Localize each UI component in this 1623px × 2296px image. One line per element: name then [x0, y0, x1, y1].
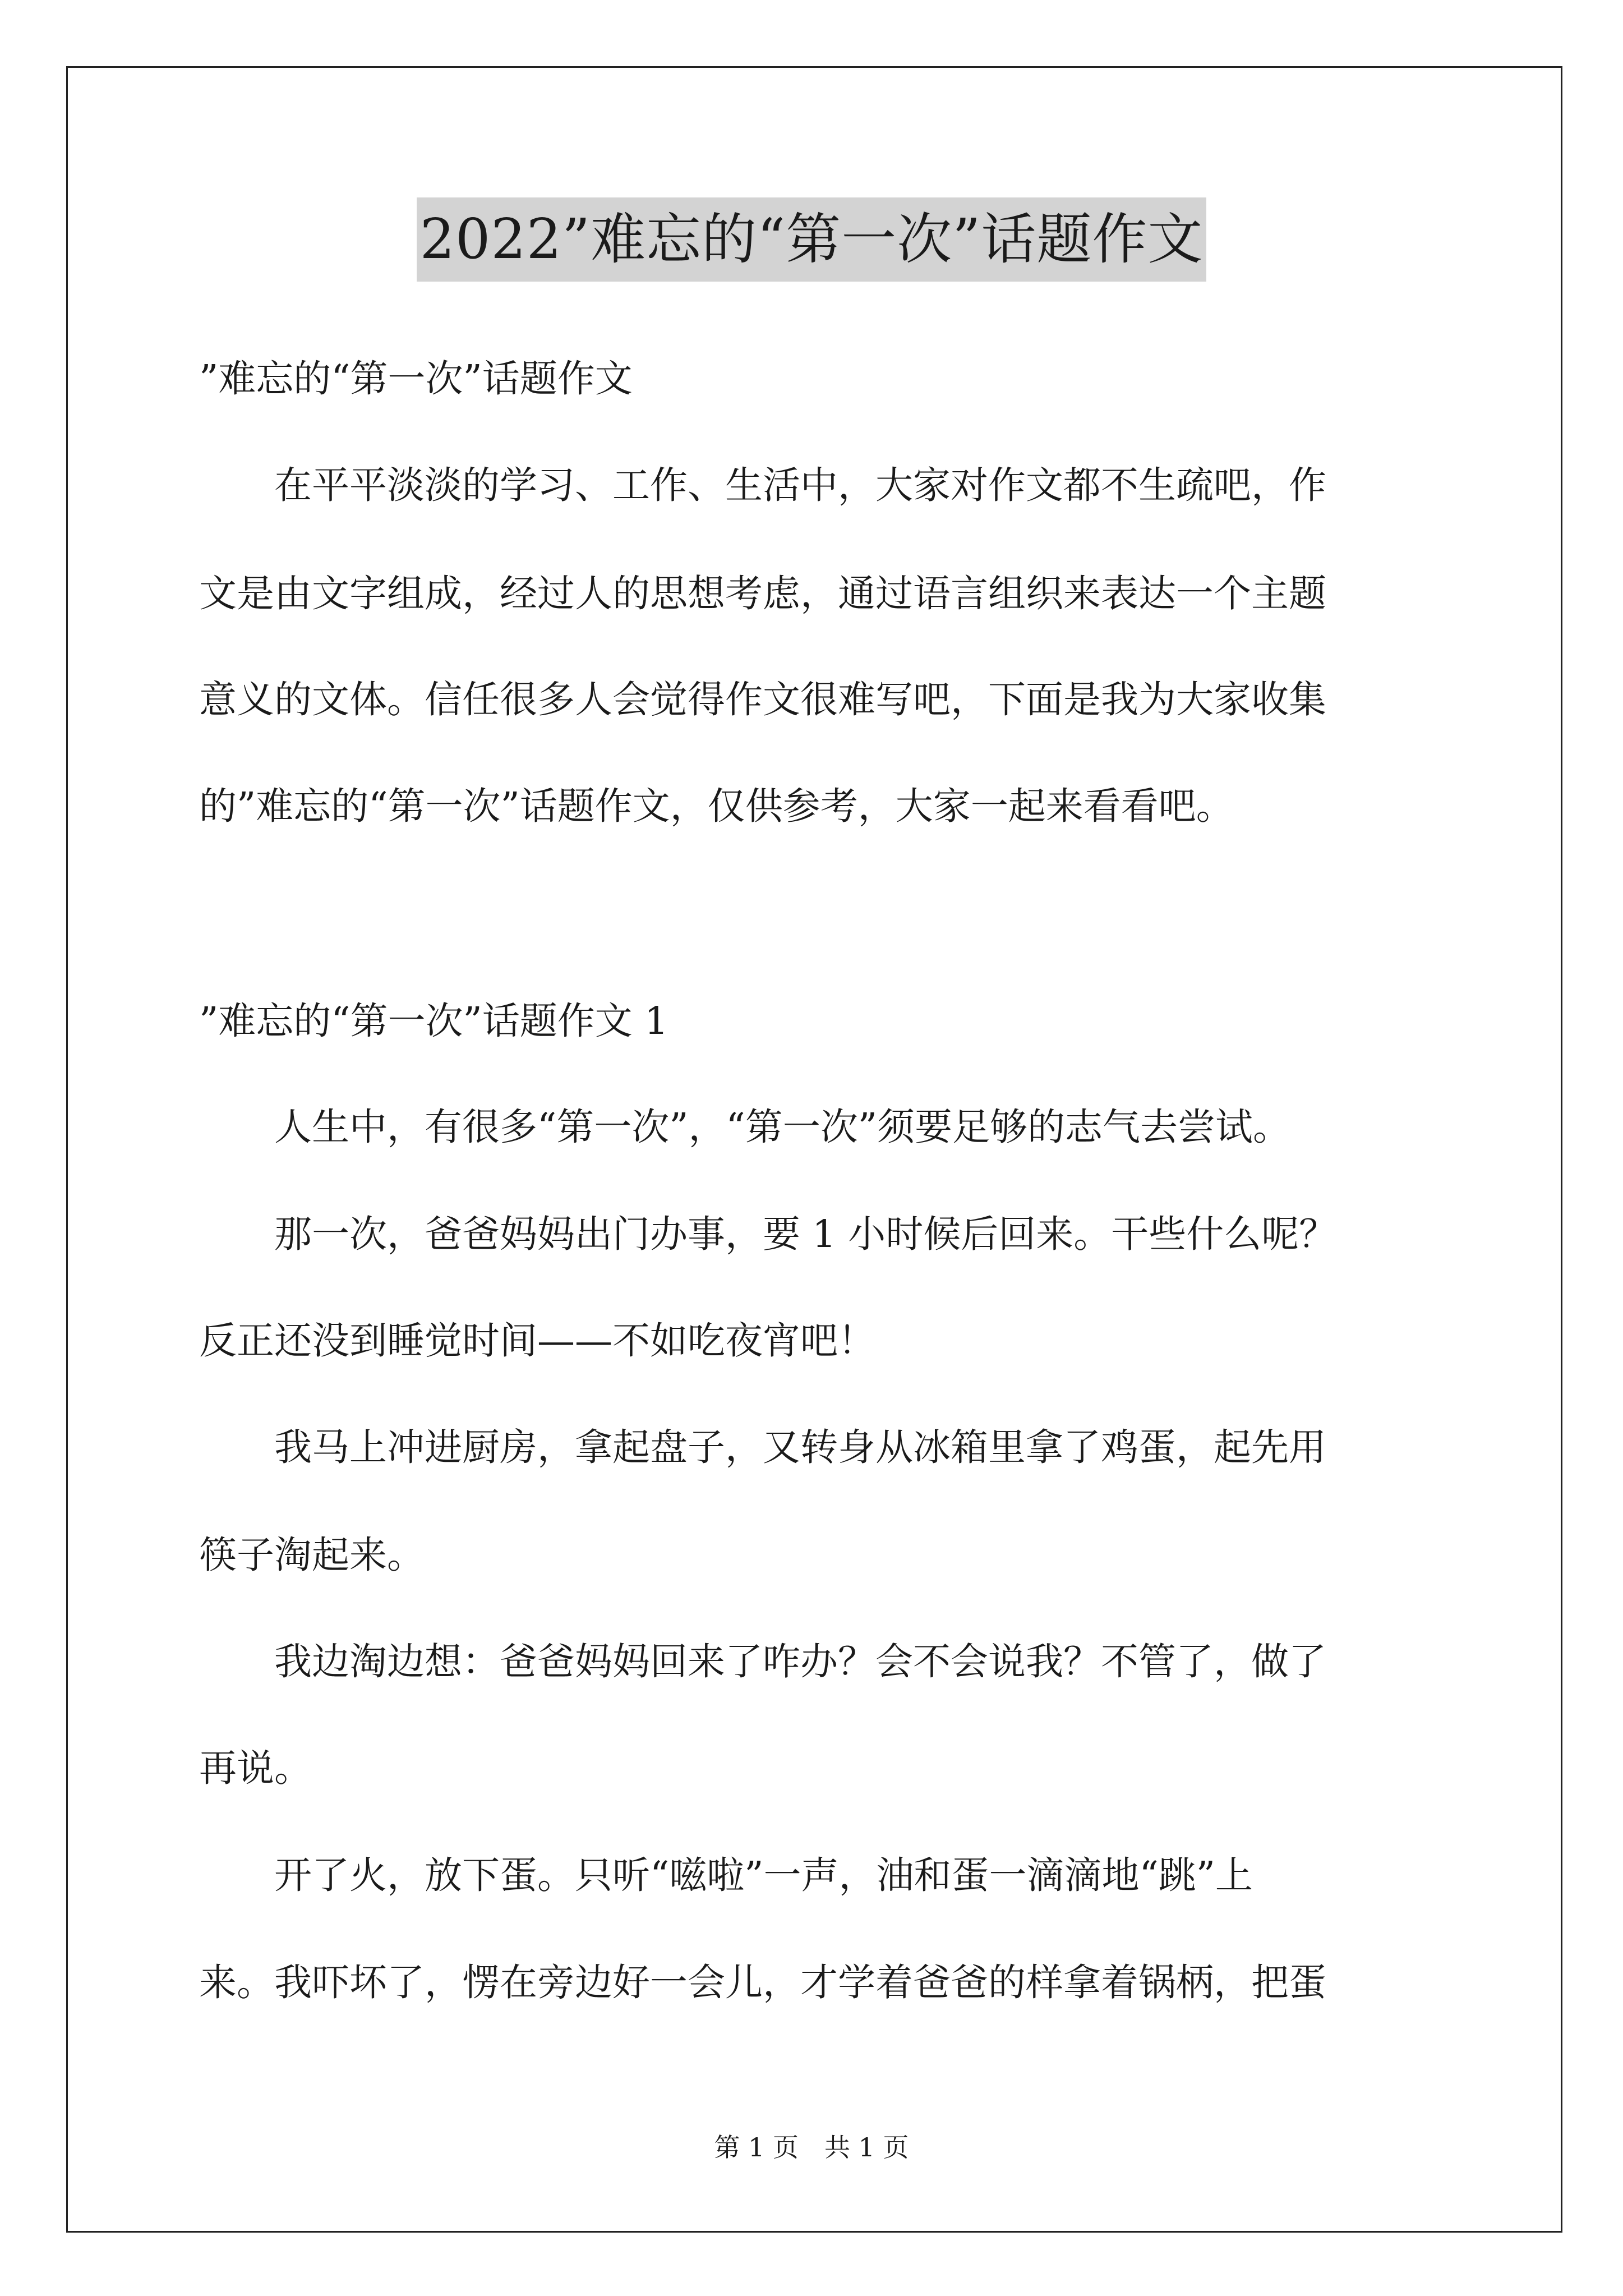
title-container — [0, 197, 1623, 282]
text-line: 文是由文字组成，经过人的思想考虑，通过语言组织来表达一个主题 — [199, 572, 1326, 615]
page-footer: 第 1 页 共 1 页 — [714, 2132, 909, 2162]
text-line: 筷子淘起来。 — [199, 1533, 425, 1577]
subtitle-line: ”难忘的“第一次”话题作文 — [199, 357, 633, 401]
text-line: 我边淘边想：爸爸妈妈回来了咋办？会不会说我？不管了，做了 — [199, 1640, 1326, 1683]
text-line: 开了火，放下蛋。只听“嗞啦”一声，油和蛋一滴滴地“跳”上 — [199, 1853, 1253, 1897]
text-line: 意义的文体。信任很多人会觉得作文很难写吧，下面是我为大家收集 — [199, 678, 1326, 721]
text-line: 在平平淡淡的学习、工作、生活中，大家对作文都不生疏吧，作 — [199, 463, 1326, 507]
text-line: 我马上冲进厨房，拿起盘子，又转身从冰箱里拿了鸡蛋，起先用 — [199, 1425, 1326, 1469]
text-line: 来。我吓坏了，愣在旁边好一会儿，才学着爸爸的样拿着锅柄，把蛋 — [199, 1961, 1326, 2004]
text-line: 再说。 — [199, 1746, 312, 1790]
text-line: 的”难忘的“第一次”话题作文，仅供参考，大家一起来看看吧。 — [199, 784, 1234, 828]
text-line: 那一次，爸爸妈妈出门办事，要 1 小时候后回来。干些什么呢？ — [199, 1212, 1337, 1256]
text-line: 反正还没到睡觉时间——不如吃夜宵吧！ — [199, 1319, 875, 1363]
document-title: 2022”难忘的“第一次”话题作文 — [417, 197, 1207, 282]
text-line: 人生中，有很多“第一次”，“第一次”须要足够的志气去尝试。 — [199, 1105, 1291, 1149]
section-heading: ”难忘的“第一次”话题作文 1 — [199, 999, 668, 1043]
